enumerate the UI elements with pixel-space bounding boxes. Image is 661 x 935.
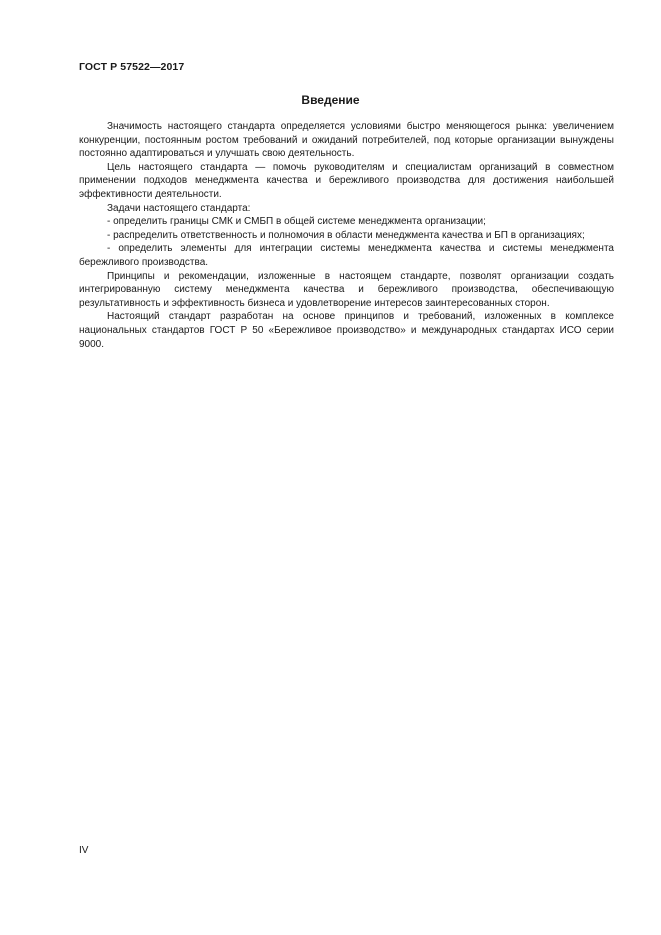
paragraph-principles: Принципы и рекомендации, изложенные в настоящем стандарте, позволят организации создать интегрированную систему менеджмента качества и бережливого производства, обеспечивающую результативность и эффективность бизнеса и удовлетворение интересов заинтересованных сторон.	[79, 270, 614, 309]
paragraph-basis: Настоящий стандарт разработан на основе принципов и требований, изложенных в комплексе национальных стандартов ГОСТ Р 50 «Бережливое производство» и международных стандартах ИСО серии 9000.	[79, 311, 614, 350]
task-item: - распределить ответственность и полномочия в области менеджмента качества и БП в организациях;	[107, 229, 585, 241]
task-item: - определить границы СМК и СМБП в общей системе менеджмента организации;	[107, 216, 486, 228]
document-code: ГОСТ Р 57522—2017	[79, 61, 185, 73]
task-item: - определить элементы для интеграции системы менеджмента качества и системы менеджмента бережливого производства.	[79, 243, 614, 268]
paragraph-goal: Цель настоящего стандарта — помочь руководителям и специалистам организаций в совместном применении подходов менеджмента качества и бережливого производства для достижения наибольшей эффективности деятельности.	[79, 161, 614, 200]
section-title: Введение	[301, 93, 360, 107]
paragraph-significance: Значимость настоящего стандарта определяется условиями быстро меняющегося рынка: увеличением конкуренции, постоянным ростом требований и ожиданий потребителей, под которые организации вынуждены постоянно адаптироваться и улучшать свою деятельность.	[79, 121, 614, 160]
paragraph-tasks-intro: Задачи настоящего стандарта:	[107, 202, 251, 214]
document-body	[79, 120, 614, 351]
page-number: IV	[79, 845, 89, 856]
